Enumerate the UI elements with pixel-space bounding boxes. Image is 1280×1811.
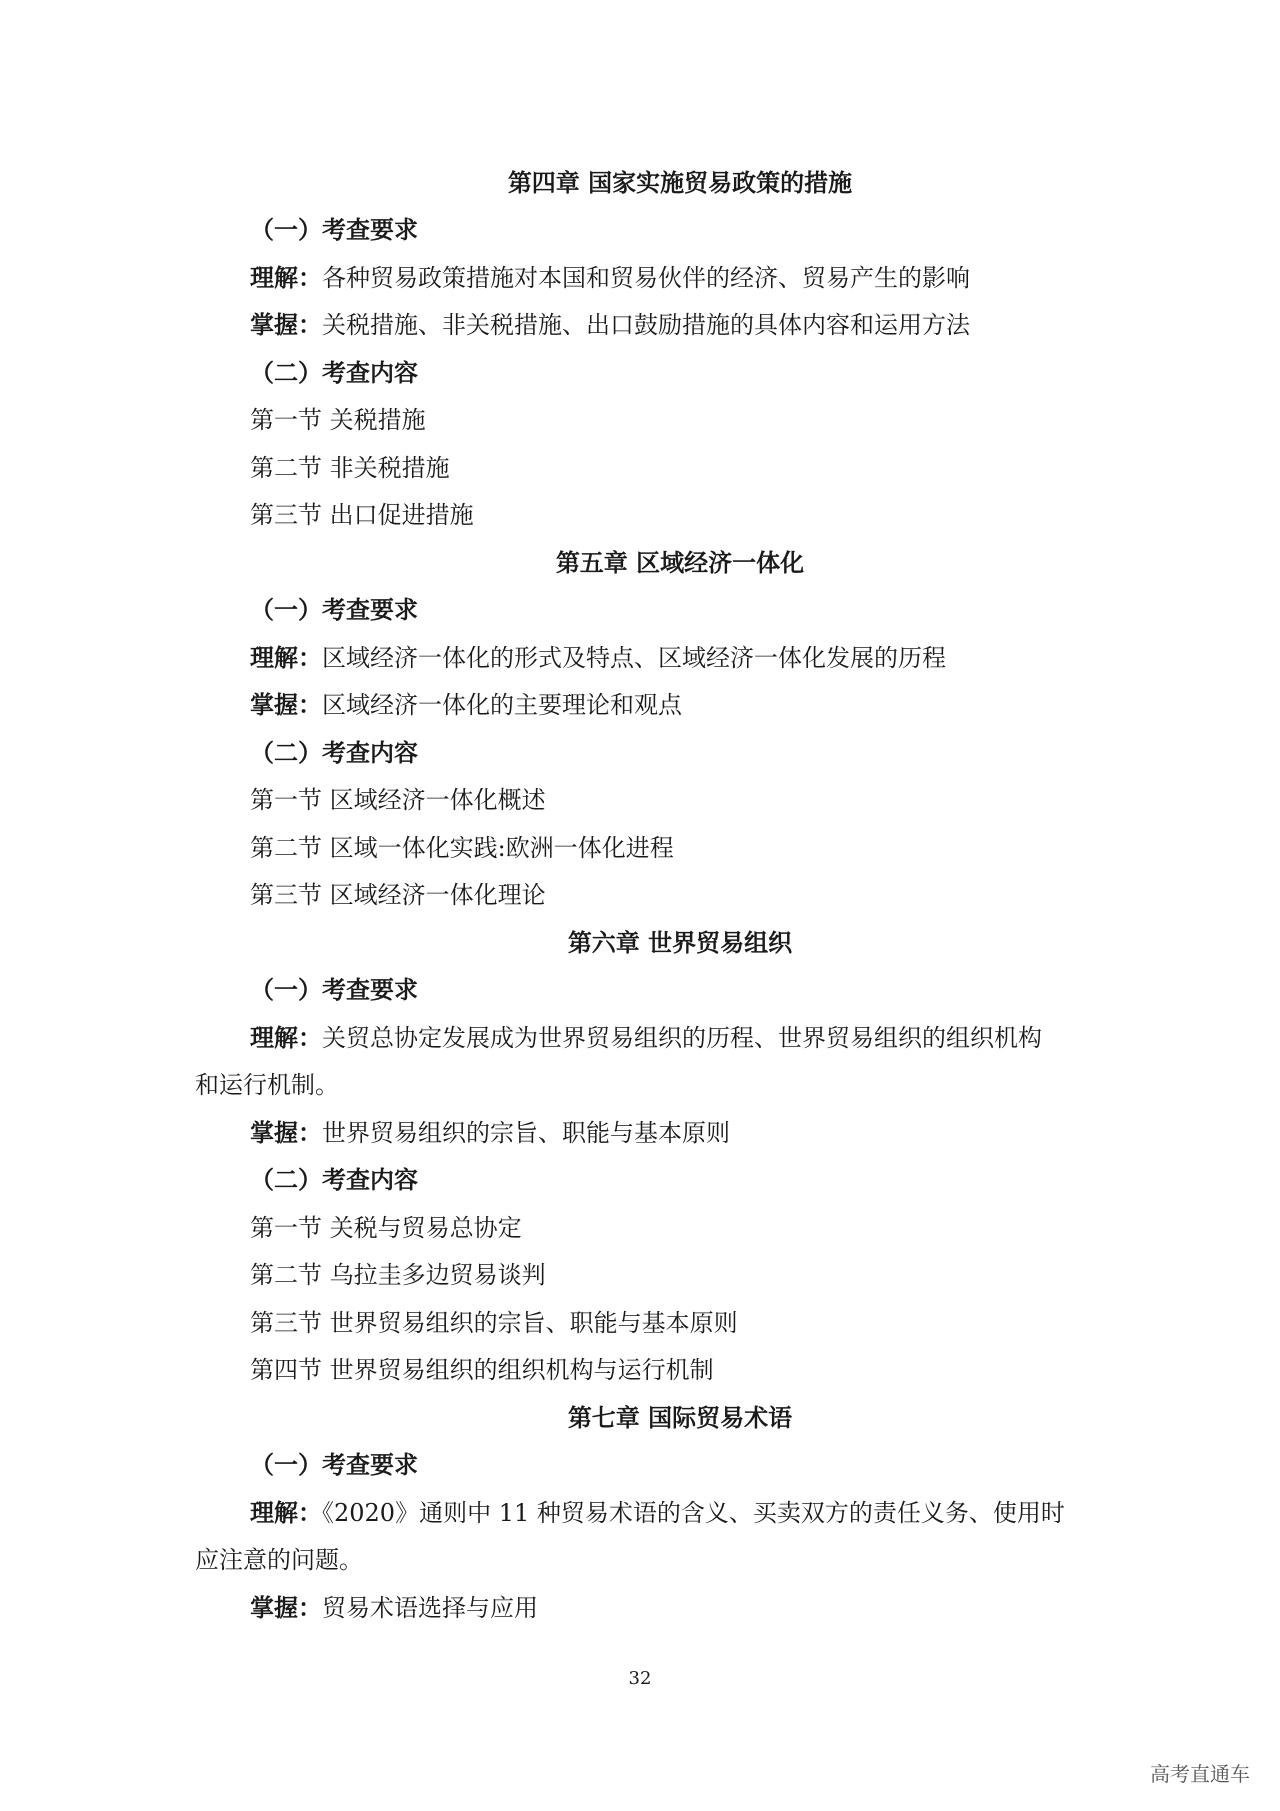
- chapter-5-requirements-heading: （一）考查要求: [250, 595, 418, 624]
- chapter-4-section: 第三节 出口促进措施: [250, 501, 474, 529]
- chapter-7-requirements-heading: （一）考查要求: [250, 1450, 418, 1479]
- chapter-7-title: 第七章 国际贸易术语: [567, 1403, 793, 1432]
- page-number: 32: [628, 1668, 652, 1689]
- chapter-6-section: 第四节 世界贸易组织的组织机构与运行机制: [250, 1356, 714, 1384]
- chapter-5-understand: 理解：区域经济一体化的形式及特点、区域经济一体化发展的历程: [250, 643, 946, 672]
- chapter-4-requirements-heading: （一）考查要求: [250, 215, 418, 244]
- chapter-5-section: 第一节 区域经济一体化概述: [250, 786, 546, 814]
- chapter-7-master: 掌握：贸易术语选择与应用: [250, 1593, 538, 1622]
- chapter-6-understand-continued: 和运行机制。: [195, 1071, 339, 1099]
- chapter-7-understand: 理解：《2020》通则中 11 种贸易术语的含义、买卖双方的责任义务、使用时: [250, 1498, 1065, 1527]
- chapter-4-section: 第二节 非关税措施: [250, 454, 450, 482]
- chapter-6-understand: 理解：关贸总协定发展成为世界贸易组织的历程、世界贸易组织的组织机构: [250, 1023, 1042, 1052]
- chapter-7-understand-continued: 应注意的问题。: [195, 1546, 363, 1574]
- chapter-6-requirements-heading: （一）考查要求: [250, 975, 418, 1004]
- watermark: 高考直通车: [1150, 1762, 1250, 1786]
- chapter-6-title: 第六章 世界贸易组织: [567, 928, 793, 957]
- chapter-6-section: 第二节 乌拉圭多边贸易谈判: [250, 1261, 546, 1289]
- chapter-6-master: 掌握：世界贸易组织的宗旨、职能与基本原则: [250, 1118, 730, 1147]
- chapter-6-section: 第三节 世界贸易组织的宗旨、职能与基本原则: [250, 1309, 738, 1337]
- chapter-4-master: 掌握：关税措施、非关税措施、出口鼓励措施的具体内容和运用方法: [250, 310, 970, 339]
- chapter-4-content-heading: （二）考查内容: [250, 358, 418, 387]
- chapter-5-content-heading: （二）考查内容: [250, 738, 418, 767]
- chapter-5-title: 第五章 区域经济一体化: [555, 548, 805, 577]
- chapter-6-section: 第一节 关税与贸易总协定: [250, 1214, 522, 1242]
- chapter-5-section: 第二节 区域一体化实践:欧洲一体化进程: [250, 834, 674, 862]
- chapter-4-section: 第一节 关税措施: [250, 406, 426, 434]
- chapter-6-content-heading: （二）考查内容: [250, 1165, 418, 1194]
- chapter-5-section: 第三节 区域经济一体化理论: [250, 881, 546, 909]
- chapter-5-master: 掌握：区域经济一体化的主要理论和观点: [250, 690, 682, 719]
- chapter-4-title: 第四章 国家实施贸易政策的措施: [507, 168, 853, 197]
- chapter-4-understand: 理解：各种贸易政策措施对本国和贸易伙伴的经济、贸易产生的影响: [250, 263, 970, 292]
